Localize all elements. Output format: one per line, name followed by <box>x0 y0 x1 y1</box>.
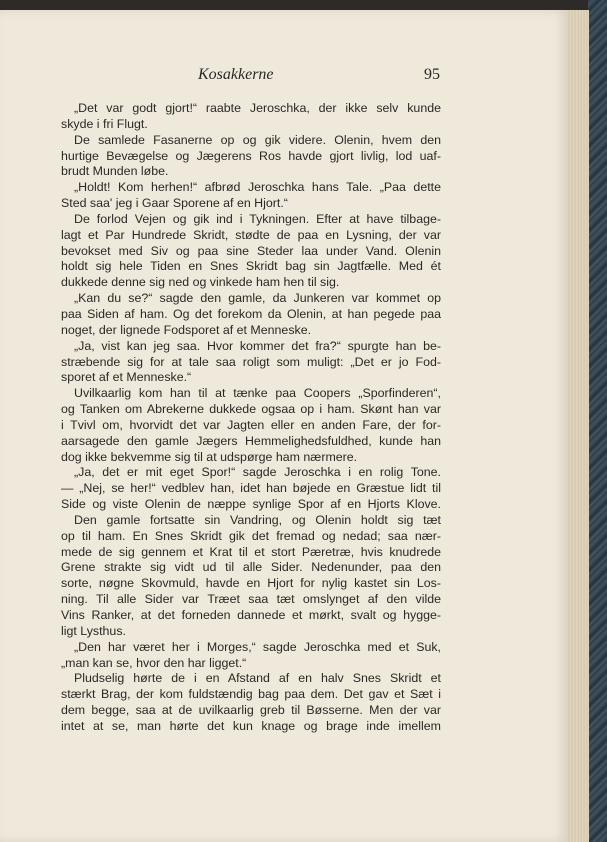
text-line: sporet af et Menneske.“ <box>61 370 192 385</box>
text-line: bevokset med Siv og paa sine Steder laa under Vand. Olenin <box>61 243 441 258</box>
page-header <box>0 66 568 90</box>
text-line: op til ham. En Snes Skridt gik det fremad og nedad; saa nær- <box>61 528 441 543</box>
text-line: brudt Munden løbe. <box>61 164 169 179</box>
text-line: „man kan se, hvor den har ligget.“ <box>61 655 247 670</box>
text-line: stræbende sig for at tale saa roligt som muligt: „Det er jo Fod- <box>61 354 441 369</box>
text-line: „Ja, det er mit eget Spor!“ sagde Jeroschka i en rolig Tone. <box>74 465 441 480</box>
body-text <box>61 101 441 735</box>
text-line: De forlod Vejen og gik ind i Tykningen. Efter at have tilbage- <box>74 211 441 226</box>
text-line: intet at se, man hørte det kun knage og brage inde imellem <box>61 718 441 733</box>
text-line: og Tanken om Abrekerne dukkede ogsaa op i ham. Skønt han var <box>61 402 441 417</box>
text-line: Sted saa' jeg i Gaar Sporene af en Hjort.“ <box>61 196 288 211</box>
text-line: Pludselig hørte de i en Afstand af en halv Snes Skridt et <box>74 671 441 686</box>
text-line: paa Siden af ham. Og det forekom da Olenin, at han pegede paa <box>61 306 441 321</box>
text-line: — „Nej, se her!“ vedblev han, idet han bøjede en Græstue lidt til <box>61 481 441 496</box>
text-line: hurtige Bevægelse og Jægerens Ros havde gjort livlig, lod uaf- <box>61 148 441 163</box>
text-line: lagt et Par Hundrede Skridt, stødte de paa en Lysning, der var <box>61 227 441 242</box>
text-line: „Holdt! Kom herhen!“ afbrød Jeroschka hans Tale. „Paa dette <box>74 180 441 195</box>
text-line: dukkede denne sig ned og vinkede ham hen til sig. <box>61 275 340 290</box>
running-title: Kosakkerne <box>198 66 274 83</box>
text-line: „Ja, vist kan jeg saa. Hvor kommer det fra?“ spurgte han be- <box>74 338 441 353</box>
text-line: holdt sig hele Tiden en Snes Skridt bag sin Jagtfælle. Med ét <box>61 259 441 274</box>
text-line: Grene strakte sig vidt ud til alle Sider. Nedenunder, paa den <box>61 560 441 575</box>
text-line: ning. Til alle Sider var Træet saa tæt omslynget af den vilde <box>61 592 441 607</box>
text-line: dog ikke bekvemme sig til at udspørge ham nærmere. <box>61 449 358 464</box>
text-line: „Den har været her i Morges,“ sagde Jeroschka med et Suk, <box>74 639 441 654</box>
text-line: De samlede Fasanerne op og gik videre. Olenin, hvem den <box>74 132 441 147</box>
text-line: Uvilkaarlig kom han til at tænke paa Coopers „Sporfinderen“, <box>74 386 441 401</box>
page-stack-edges <box>566 10 589 842</box>
text-line: aarsagede den gamle Jægers Hemmelighedsfuldhed, kunde han <box>61 433 441 448</box>
text-line: mede de sig gennem et Krat til et stort Pæretræ, hvis knudrede <box>61 544 441 559</box>
text-line: „Det var godt gjort!“ raabte Jeroschka, der ikke selv kunde <box>74 101 441 115</box>
page-number: 95 <box>424 66 440 83</box>
text-line: Den gamle fortsatte sin Vandring, og Olenin holdt sig tæt <box>74 512 441 527</box>
text-line: ligt Lysthus. <box>61 623 126 638</box>
text-line: sorte, nøgne Skovmuld, havde en Hjort for nylig kastet sin Los- <box>61 576 441 591</box>
text-line: stærkt Brag, der kom fuldstændig bag paa dem. Det gav et Sæt i <box>61 687 441 702</box>
text-line: „Kan du se?“ sagde den gamle, da Junkeren var kommet op <box>74 291 441 306</box>
text-line: Vins Ranker, at det forneden dannede et mørkt, svalt og hygge- <box>61 608 441 622</box>
text-line: dem begge, saa at de uvilkaarlig greb til Bøsserne. Men der var <box>61 703 441 718</box>
marbled-cover-edge <box>588 0 607 842</box>
text-line: Side og viste Olenin de næppe synlige Spor af en Hjorts Klove. <box>61 497 441 512</box>
text-line: skyde i fri Flugt. <box>61 116 148 131</box>
text-line: i Tvivl om, hvorvidt det var Jagten eller en anden Fare, der for- <box>61 417 441 432</box>
text-line: noget, der lignede Fodsporet af et Menneske. <box>61 322 312 337</box>
